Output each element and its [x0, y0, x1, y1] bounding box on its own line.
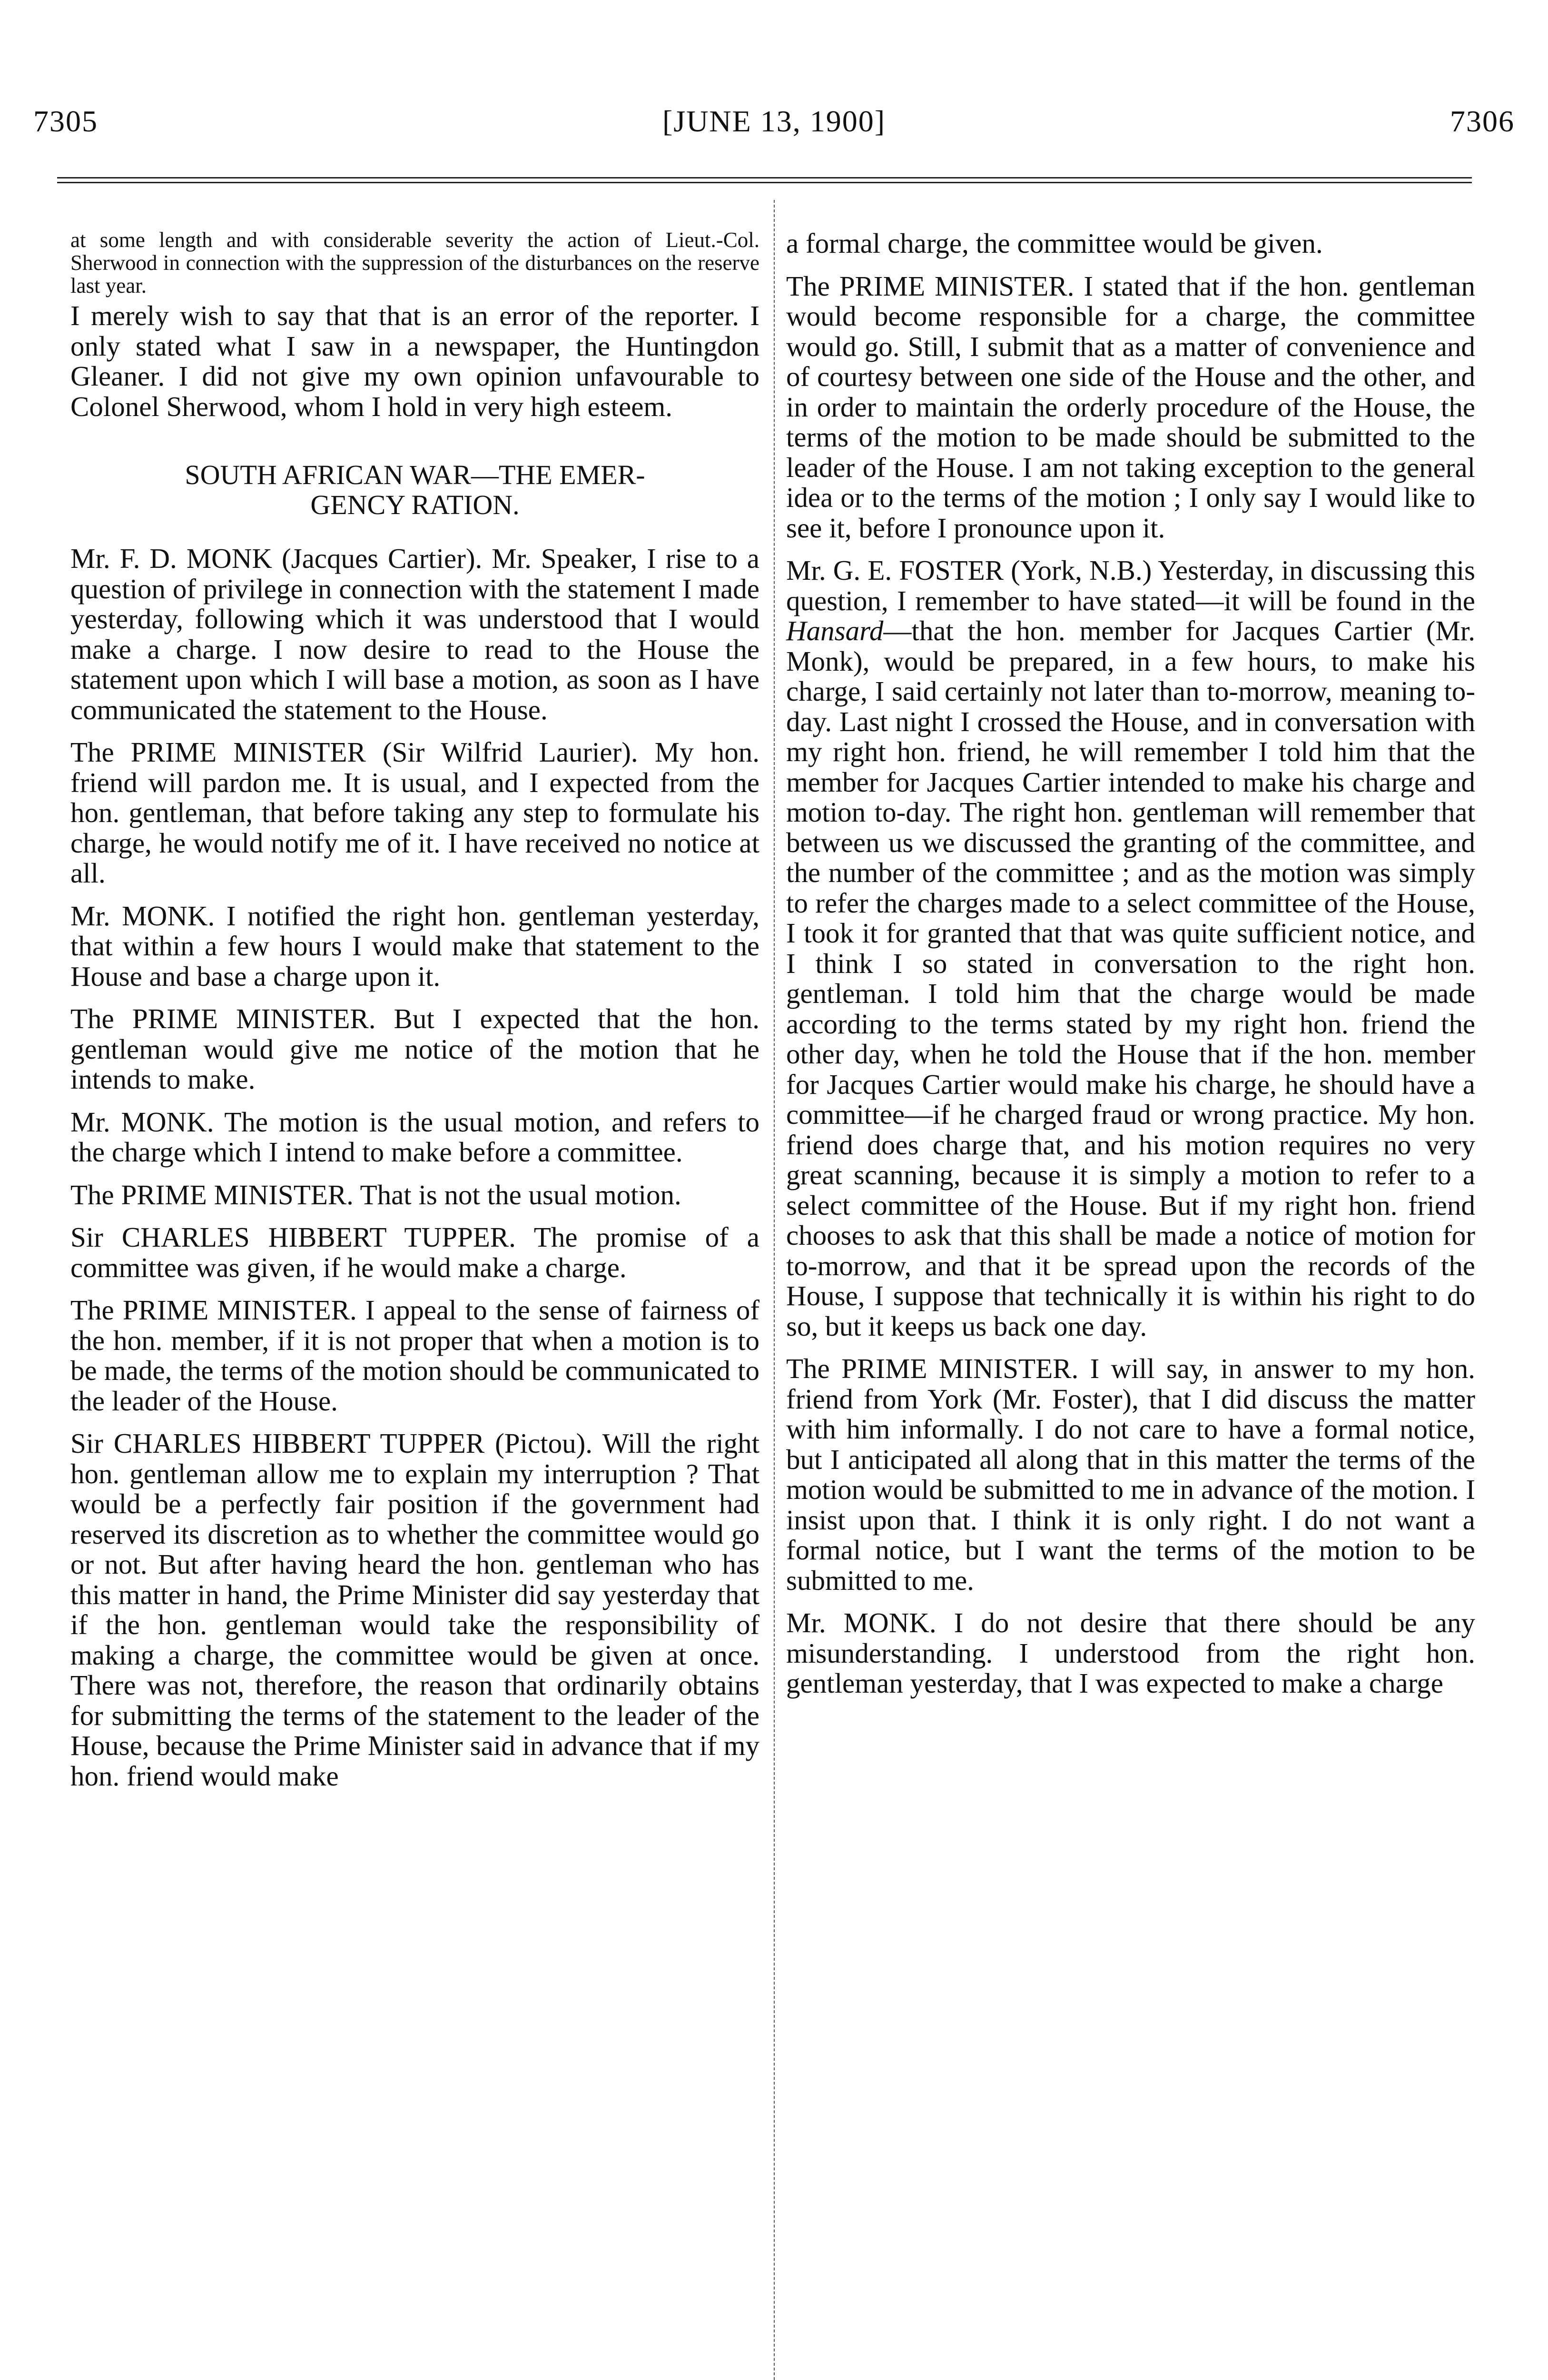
header-rule	[57, 177, 1472, 183]
page-number-right: 7306	[1450, 104, 1515, 138]
paragraph: The PRIME MINISTER. But I expected that the hon. gentleman would give me notice of the motion that he intends to make.	[70, 1003, 759, 1095]
paragraph-text: Mr. G. E. FOSTER (York, N.B.) Yesterday, in discussing this question, I remember to have stated—it will be found in the	[786, 555, 1475, 616]
paragraph: Mr. F. D. MONK (Jacques Cartier). Mr. Speaker, I rise to a question of privilege in connection with the statement I made yesterday, following which it was understood that I would make a charge. I now desire to read to the House the statement upon which I will base a motion, as soon as I have communicated the statement to the House.	[70, 543, 759, 725]
paragraph: The PRIME MINISTER (Sir Wilfrid Laurier). My hon. friend will pardon me. It is usual, and I expected from the hon. gentleman, that before taking any step to formulate his charge, he would notify me of it. I have received no notice at all.	[70, 736, 759, 889]
page-header	[33, 104, 1515, 147]
column-divider	[774, 200, 775, 2380]
hansard-italic: Hansard	[786, 615, 884, 646]
paragraph: I merely wish to say that that is an error of the reporter. I only stated what I saw in a newspaper, the Huntingdon Gleaner. I did not give my own opinion unfavourable to Colonel Sherwood, whom I hold in very high esteem.	[70, 300, 759, 422]
paragraph-quoted-report: at some length and with considerable severity the action of Lieut.-Col. Sherwood in connection with the suppression of the disturbances on the reserve last year.	[70, 228, 759, 298]
paragraph: a formal charge, the committee would be given.	[786, 228, 1323, 259]
right-column	[786, 228, 1475, 1699]
page-date: [JUNE 13, 1900]	[662, 104, 886, 138]
paragraph: Sir CHARLES HIBBERT TUPPER (Pictou). Will the right hon. gentleman allow me to explain my interruption ? That would be a perfectly fair position if the government had reserved its discretion as to whether the committee would go or not. But after having heard the hon. gentleman who has this matter in hand, the Prime Minister did say yesterday that if the hon. gentleman would take the responsibility of making a charge, the committee would be given at once. There was not, therefore, the reason that ordinarily obtains for submitting the terms of the statement to the leader of the House, because the Prime Minister said in advance that if my hon. friend would make	[70, 1428, 759, 1792]
section-heading-line: GENCY RATION.	[310, 489, 520, 520]
paragraph: Mr. MONK. I notified the right hon. gentleman yesterday, that within a few hours I would make that statement to the House and base a charge upon it.	[70, 900, 759, 992]
paragraph: The PRIME MINISTER. I stated that if the hon. gentleman would become responsible for a charge, the committee would go. Still, I submit that as a matter of convenience and of courtesy between one side of the House and the other, and in order to maintain the orderly procedure of the House, the terms of the motion to be made should be submitted to the leader of the House. I am not taking exception to the general idea or to the terms of the motion ; I only say I would like to see it, before I pronounce upon it.	[786, 270, 1475, 544]
left-column	[70, 228, 759, 1791]
paragraph: Sir CHARLES HIBBERT TUPPER. The promise of a committee was given, if he would make a charge.	[70, 1221, 759, 1283]
section-heading	[70, 460, 759, 520]
paragraph: The PRIME MINISTER. I appeal to the sense of fairness of the hon. member, if it is not proper that when a motion is to be made, the terms of the motion should be communicated to the leader of the House.	[70, 1294, 759, 1417]
paragraph	[786, 555, 1475, 1341]
paragraph: Mr. MONK. I do not desire that there should be any misunderstanding. I understood from the right hon. gentleman yesterday, that I was expected to make a charge	[786, 1607, 1475, 1699]
paragraph-text: —that the hon. member for Jacques Cartier (Mr. Monk), would be prepared, in a few hours, to make his charge, I said certainly not later than to-morrow, meaning to-day. Last night I crossed the House, and in conversation with my right hon. friend, he will remember I told him that the member for Jacques Cartier intended to make his charge and motion to-day. The right hon. gentleman will remember that between us we discussed the granting of the committee, and the number of the committee ; and as the motion was simply to refer the charges made to a select committee of the House, I took it for granted that that was quite sufficient notice, and I think I so stated in conversation to the right hon. gentleman. I told him that the charge would be made according to the terms stated by my right hon. friend the other day, when he told the House that if the hon. member for Jacques Cartier would make his charge, he should have a committee—if he charged fraud or wrong practice. My hon. friend does charge that, and his motion requires no very great scanning, because it is simply a motion to refer to a select committee of the House. But if my right hon. friend chooses to ask that this shall be made a notice of motion for to-morrow, and that it be spread upon the records of the House, I suppose that technically it is within his right to do so, but it keeps us back one day.	[786, 615, 1475, 1342]
paragraph: Mr. MONK. The motion is the usual motion, and refers to the charge which I intend to make before a committee.	[70, 1106, 759, 1168]
section-heading-line: SOUTH AFRICAN WAR—THE EMER-	[185, 459, 645, 490]
paragraph: The PRIME MINISTER. I will say, in answer to my hon. friend from York (Mr. Foster), that I did discuss the matter with him informally. I do not care to have a formal notice, but I anticipated all along that in this matter the terms of the motion would be submitted to me in advance of the motion. I insist upon that. I think it is only right. I do not want a formal notice, but I want the terms of the motion to be submitted to me.	[786, 1353, 1475, 1596]
paragraph: The PRIME MINISTER. That is not the usual motion.	[70, 1179, 681, 1210]
page-number-left: 7305	[33, 104, 98, 138]
